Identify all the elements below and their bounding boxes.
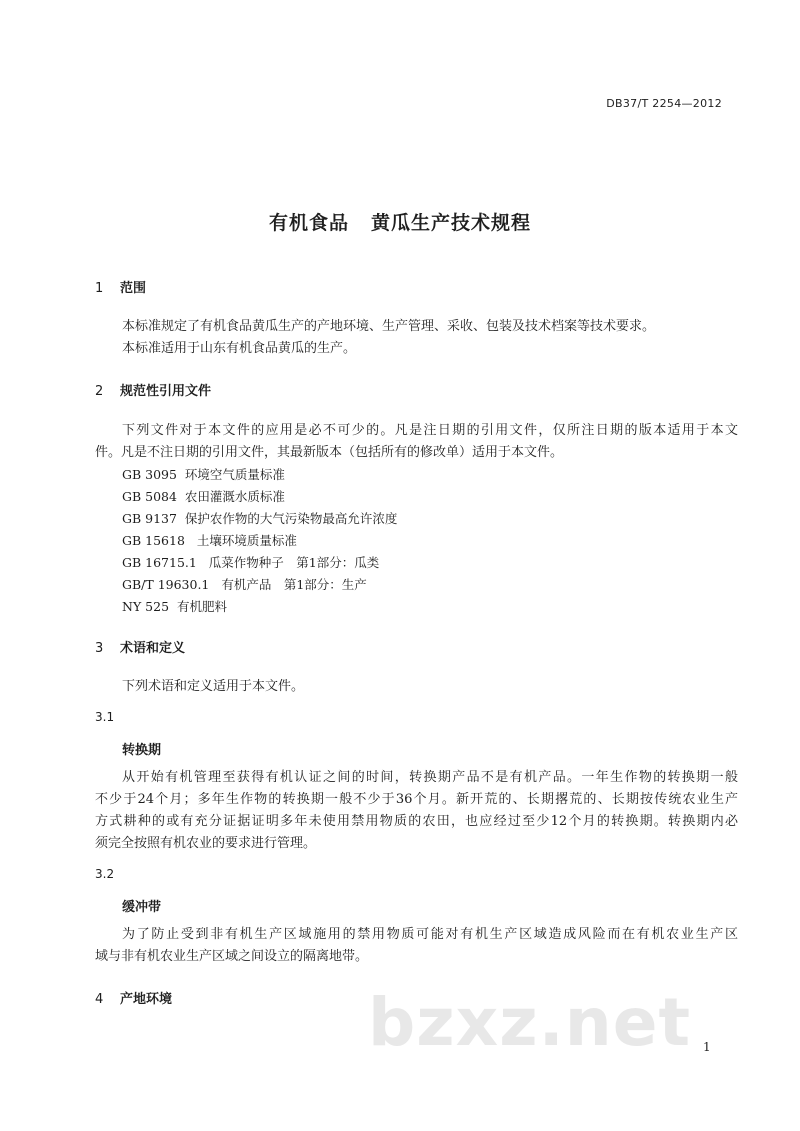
reference-item — [122, 533, 297, 549]
section-number: 3 — [95, 641, 104, 656]
title-part-1: 有机食品 — [268, 212, 349, 234]
term-number: 3.2 — [95, 867, 115, 881]
paragraph-line: 域与非有机农业生产区域之间设立的隔离地带。 — [95, 949, 369, 964]
section-2-heading — [95, 380, 211, 399]
paragraph-line: 从开始有机管理至获得有机认证之间的时间，转换期产品不是有机产品。一年生作物的转换期一般 — [122, 770, 738, 785]
reference-name: 环境空气质量标准 — [184, 467, 285, 482]
reference-code: GB 15618 — [122, 533, 185, 548]
term-title: 缓冲带 — [122, 900, 162, 915]
reference-item — [122, 467, 285, 483]
paragraph-line: 本标准适用于山东有机食品黄瓜的生产。 — [122, 341, 357, 356]
reference-item — [122, 577, 367, 593]
term-title: 转换期 — [122, 743, 162, 758]
section-title: 术语和定义 — [120, 641, 186, 656]
reference-item — [122, 599, 227, 615]
paragraph-line: 件。凡是不注日期的引用文件，其最新版本（包括所有的修改单）适用于本文件。 — [95, 445, 564, 460]
section-4-heading — [95, 988, 172, 1007]
reference-code: GB 9137 — [122, 511, 177, 526]
section-title: 产地环境 — [120, 992, 173, 1007]
reference-name: 瓜菜作物种子 第1部分：瓜类 — [208, 555, 380, 570]
page-number: 1 — [703, 1040, 711, 1054]
document-title — [0, 208, 800, 235]
reference-name: 保护农作物的大气污染物最高允许浓度 — [184, 511, 398, 526]
paragraph-line: 方式耕种的或有充分证据证明多年未使用禁用物质的农田，也应经过至少12个月的转换期。转换期内必 — [95, 814, 738, 829]
watermark: bzxz.net — [368, 984, 692, 1061]
section-title: 范围 — [120, 281, 147, 296]
reference-code: NY 525 — [122, 599, 170, 614]
term-number: 3.1 — [95, 710, 115, 724]
reference-name: 有机肥料 — [176, 599, 227, 614]
reference-code: GB 16715.1 — [122, 555, 197, 570]
section-title: 规范性引用文件 — [120, 384, 212, 399]
paragraph-line: 下列术语和定义适用于本文件。 — [122, 679, 305, 694]
paragraph-line: 下列文件对于本文件的应用是必不可少的。凡是注日期的引用文件，仅所注日期的版本适用于本文 — [122, 423, 738, 438]
reference-name: 土壤环境质量标准 — [196, 533, 297, 548]
reference-item — [122, 489, 285, 505]
section-number: 4 — [95, 992, 104, 1007]
document-code: DB37/T 2254—2012 — [606, 97, 722, 110]
reference-item — [122, 511, 397, 527]
paragraph-line: 本标准规定了有机食品黄瓜生产的产地环境、生产管理、采收、包装及技术档案等技术要求。 — [122, 319, 656, 334]
paragraph-line: 须完全按照有机农业的要求进行管理。 — [95, 836, 317, 851]
reference-name: 有机产品 第1部分：生产 — [221, 577, 367, 592]
paragraph-line: 为了防止受到非有机生产区域施用的禁用物质可能对有机生产区域造成风险而在有机农业生产区 — [122, 927, 738, 942]
section-number: 2 — [95, 384, 104, 399]
reference-name: 农田灌溉水质标准 — [184, 489, 285, 504]
section-1-heading — [95, 277, 146, 296]
section-3-heading — [95, 637, 185, 656]
reference-code: GB 3095 — [122, 467, 177, 482]
reference-code: GB 5084 — [122, 489, 177, 504]
reference-item — [122, 555, 379, 571]
reference-code: GB/T 19630.1 — [122, 577, 210, 592]
paragraph-line: 不少于24个月；多年生作物的转换期一般不少于36个月。新开荒的、长期撂荒的、长期按传统农业生产 — [95, 792, 738, 807]
title-part-2: 黄瓜生产技术规程 — [371, 212, 532, 234]
section-number: 1 — [95, 281, 104, 296]
